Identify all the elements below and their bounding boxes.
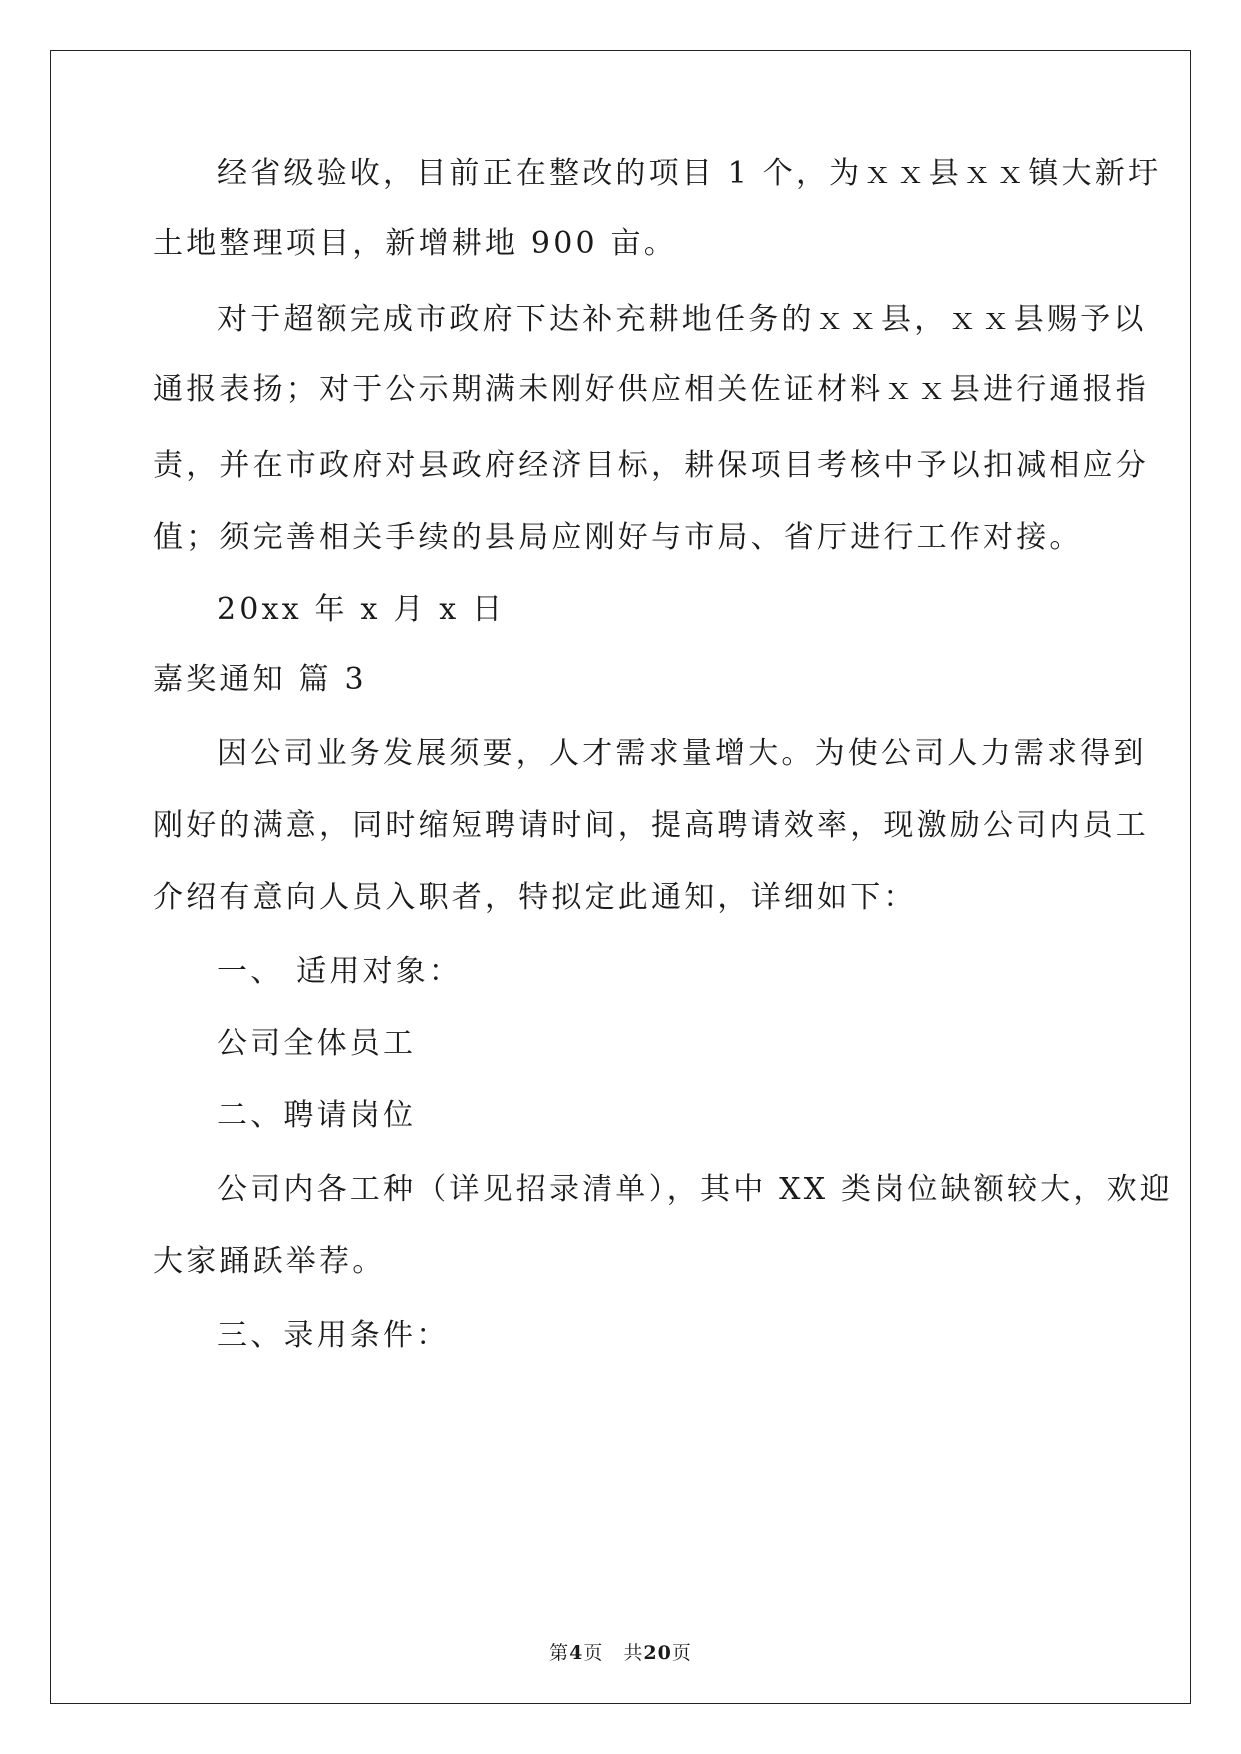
list-heading: 一、 适用对象： <box>217 954 463 989</box>
paragraph-line: 土地整理项目，新增耕地 900 亩。 <box>153 226 677 261</box>
footer-page-number: 4 <box>569 1642 584 1664</box>
page-border <box>50 50 1191 1704</box>
date-line: 20xx 年 x 月 x 日 <box>217 592 506 627</box>
paragraph-line: 大家踊跃举荐。 <box>153 1244 386 1279</box>
list-heading: 三、录用条件： <box>217 1318 450 1353</box>
paragraph-line: 介绍有意向人员入职者，特拟定此通知，详细如下： <box>153 880 917 915</box>
paragraph-line: 刚好的满意，同时缩短聘请时间，提高聘请效率，现激励公司内员工 <box>153 808 1149 843</box>
section-heading: 嘉奖通知 篇 3 <box>153 662 367 697</box>
list-heading: 二、聘请岗位 <box>217 1098 417 1133</box>
paragraph-line: 对于超额完成市政府下达补充耕地任务的ｘｘ县，ｘｘ县赐予以 <box>217 302 1147 337</box>
paragraph-line: 因公司业务发展须要，人才需求量增大。为使公司人力需求得到 <box>217 736 1147 771</box>
paragraph-line: 责，并在市政府对县政府经济目标，耕保项目考核中予以扣减相应分 <box>153 448 1149 483</box>
paragraph-line: 公司内各工种（详见招录清单），其中 XX 类岗位缺额较大，欢迎 <box>217 1172 1173 1207</box>
paragraph-line: 经省级验收，目前正在整改的项目 1 个，为ｘｘ县ｘｘ镇大新圩 <box>217 156 1162 191</box>
footer-middle: 页 共 <box>583 1642 644 1664</box>
footer-total-pages: 20 <box>643 1642 672 1664</box>
page-footer <box>0 1641 1241 1665</box>
paragraph-line: 公司全体员工 <box>217 1026 417 1061</box>
footer-suffix: 页 <box>671 1642 692 1664</box>
footer-prefix: 第 <box>549 1642 570 1664</box>
paragraph-line: 通报表扬；对于公示期满未刚好供应相关佐证材料ｘｘ县进行通报指 <box>153 372 1149 407</box>
paragraph-line: 值；须完善相关手续的县局应刚好与市局、省厅进行工作对接。 <box>153 520 1083 555</box>
